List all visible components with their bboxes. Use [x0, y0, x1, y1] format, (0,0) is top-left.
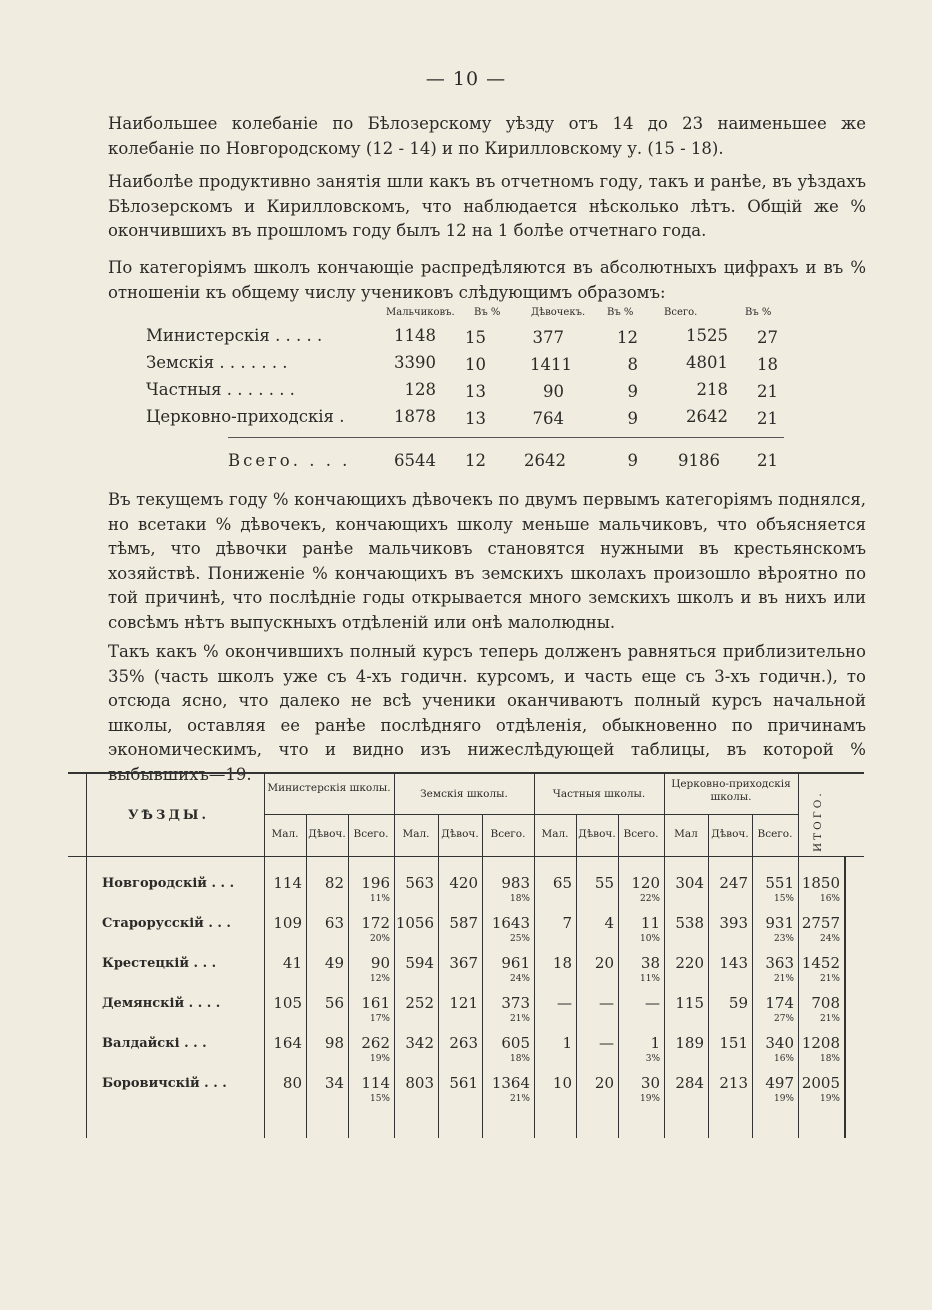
- column-rule: [798, 772, 799, 1138]
- district-name: Валдайскі . . .: [102, 1036, 207, 1051]
- table-cell: 65: [552, 874, 572, 892]
- summary-row-name: Министерскія . . . . .: [146, 326, 323, 345]
- column-rule: [534, 772, 535, 1138]
- summary-cell: 10: [465, 355, 486, 374]
- table-cell-percent: 10%: [639, 934, 660, 944]
- column-subheader: Мал.: [402, 828, 430, 840]
- table-cell-percent: 24%: [509, 974, 530, 984]
- table-cell: 151: [719, 1034, 748, 1052]
- summary-divider: [228, 437, 784, 438]
- page-number: — 10 —: [425, 68, 507, 90]
- paragraph-3: По категоріямъ школъ кончающіе распредѣляются въ абсолютныхъ цифрахъ и въ % отношеніи къ общему числу учениковъ слѣдующимъ образомъ:: [108, 258, 866, 302]
- table-cell: 38: [640, 954, 660, 972]
- table-cell: 340: [765, 1034, 794, 1052]
- header-bottom-rule: [68, 856, 864, 857]
- summary-cell: 1525: [686, 326, 728, 345]
- table-cell: 164: [273, 1034, 302, 1052]
- summary-cell: 4801: [686, 353, 728, 372]
- summary-cell: 764: [532, 409, 564, 428]
- table-cell: 80: [282, 1074, 302, 1092]
- table-cell-percent: 23%: [773, 934, 794, 944]
- table-cell: 252: [405, 994, 434, 1012]
- table-cell: 1452: [801, 954, 840, 972]
- table-cell-percent: 24%: [819, 934, 840, 944]
- column-subheader: Всего.: [623, 828, 659, 840]
- table-cell-percent: 12%: [369, 974, 390, 984]
- table-cell: 11: [640, 914, 660, 932]
- column-rule: [348, 814, 349, 1138]
- summary-cell: 1878: [394, 407, 436, 426]
- table-cell: 587: [449, 914, 478, 932]
- summary-cell: 6544: [394, 451, 436, 470]
- table-cell: 284: [675, 1074, 704, 1092]
- column-rule: [264, 772, 265, 1138]
- column-rule: [482, 814, 483, 1138]
- column-subheader: Мал.: [271, 828, 299, 840]
- table-cell: 30: [640, 1074, 660, 1092]
- table-cell-percent: 27%: [773, 1014, 794, 1024]
- table-cell-percent: 3%: [645, 1054, 660, 1064]
- column-subheader: Дѣвоч.: [711, 828, 749, 840]
- table-cell: 2005: [801, 1074, 840, 1092]
- table-cell-percent: 15%: [773, 894, 794, 904]
- summary-cell: 13: [465, 382, 486, 401]
- paragraph-1: Наибольшее колебаніе по Бѣлозерскому уѣзду отъ 14 до 23 наименьшее же колебаніе по Новгородскому (12 - 14) и по Кирилловскому у. (15 - 18).: [108, 114, 866, 158]
- summary-cell: 18: [757, 355, 778, 374]
- table-cell: 708: [811, 994, 840, 1012]
- table-cell-percent: 11%: [639, 974, 660, 984]
- table-cell: 55: [594, 874, 614, 892]
- table-cell-percent: 15%: [369, 1094, 390, 1104]
- table-cell: —: [645, 994, 660, 1012]
- summary-header-boys-pct: Въ %: [474, 307, 501, 318]
- table-cell-percent: 16%: [819, 894, 840, 904]
- summary-cell: 15: [465, 328, 486, 347]
- table-cell: 49: [324, 954, 344, 972]
- summary-cell: 9: [627, 382, 638, 401]
- summary-cell: 21: [757, 451, 778, 470]
- column-rule: [438, 814, 439, 1138]
- table-cell-percent: 21%: [509, 1094, 530, 1104]
- table-cell: 931: [765, 914, 794, 932]
- summary-cell: 218: [696, 380, 728, 399]
- table-cell: 420: [449, 874, 478, 892]
- table-cell: 363: [765, 954, 794, 972]
- table-cell: 196: [361, 874, 390, 892]
- district-name: Демянскій . . . .: [102, 996, 221, 1011]
- group-header-private: Частныя школы.: [552, 788, 646, 800]
- column-subheader: Дѣвоч.: [578, 828, 616, 840]
- table-cell: 41: [282, 954, 302, 972]
- table-cell: 1: [562, 1034, 572, 1052]
- column-subheader: Дѣвоч.: [308, 828, 346, 840]
- summary-cell: 128: [404, 380, 436, 399]
- table-cell: 10: [552, 1074, 572, 1092]
- table-cell-percent: 19%: [773, 1094, 794, 1104]
- summary-header-total-pct: Въ %: [745, 307, 772, 318]
- group-header-zemstvo: Земскія школы.: [420, 788, 508, 800]
- column-rule: [664, 772, 665, 1138]
- paragraph-2: Наиболѣе продуктивно занятія шли какъ въ отчетномъ году, такъ и ранѣе, въ уѣздахъ Бѣлозерскомъ и Кирилловскомъ, что наблюдается нѣсколько лѣтъ. Общій же % окончившихъ въ прошломъ году былъ 12 на 1 болѣе отчетнаго года.: [108, 172, 866, 240]
- column-rule: [306, 814, 307, 1138]
- district-name: Старорусскій . . .: [102, 916, 231, 931]
- table-cell: 121: [449, 994, 478, 1012]
- table-cell-percent: 16%: [773, 1054, 794, 1064]
- table-cell: 59: [728, 994, 748, 1012]
- summary-cell: 1411: [530, 355, 572, 374]
- table-cell: 1643: [491, 914, 530, 932]
- summary-cell: 1148: [394, 326, 436, 345]
- table-corner-label: УѢЗДЫ.: [128, 808, 210, 823]
- column-rule: [708, 814, 709, 1138]
- table-cell: 18: [552, 954, 572, 972]
- table-cell: 1208: [801, 1034, 840, 1052]
- table-cell-percent: 19%: [639, 1094, 660, 1104]
- table-cell: 109: [273, 914, 302, 932]
- summary-row-name: Частныя . . . . . . .: [146, 380, 295, 399]
- table-cell-percent: 18%: [509, 1054, 530, 1064]
- table-cell: 342: [405, 1034, 434, 1052]
- column-rule: [752, 814, 753, 1138]
- district-name: Боровичскій . . .: [102, 1076, 227, 1091]
- table-cell: 263: [449, 1034, 478, 1052]
- column-rule: [618, 814, 619, 1138]
- table-cell: —: [599, 994, 614, 1012]
- column-subheader: Всего.: [353, 828, 389, 840]
- table-cell: 304: [675, 874, 704, 892]
- table-cell-percent: 21%: [819, 1014, 840, 1024]
- column-rule: [844, 856, 846, 1138]
- group-header-parish: Церковно-приходскія школы.: [671, 778, 791, 803]
- summary-cell: 377: [532, 328, 564, 347]
- summary-header-girls: Дѣвочекъ.: [531, 307, 586, 318]
- column-subheader: Мал: [674, 828, 698, 840]
- table-cell: 605: [501, 1034, 530, 1052]
- table-cell: 367: [449, 954, 478, 972]
- table-cell: 247: [719, 874, 748, 892]
- summary-cell: 12: [465, 451, 486, 470]
- table-cell-percent: 11%: [369, 894, 390, 904]
- summary-cell: 13: [465, 409, 486, 428]
- table-cell-percent: 18%: [819, 1054, 840, 1064]
- summary-row-name: Земскія . . . . . . .: [146, 353, 288, 372]
- table-cell: 82: [324, 874, 344, 892]
- column-rule: [576, 814, 577, 1138]
- table-cell: 20: [594, 954, 614, 972]
- column-rule: [86, 772, 87, 1138]
- table-cell: 262: [361, 1034, 390, 1052]
- dropout-table: [68, 772, 864, 1138]
- table-cell: 594: [405, 954, 434, 972]
- paragraph-5: Такъ какъ % окончившихъ полный курсъ теперь долженъ равняться приблизительно 35% (часть школъ уже съ 4-хъ годичн. курсомъ, и часть еще съ 3-хъ годичн.), то отсюда ясно, что далеко не всѣ ученики оканчиваютъ полный курсъ начальной школы, оставляя ее ранѣе послѣдняго отдѣленія, обыкновенно по причинамъ экономическимъ, что и видно изъ нижеслѣдующей таблицы, въ которой % выбывшихъ—19.: [108, 642, 866, 784]
- table-cell: 7: [562, 914, 572, 932]
- district-name: Новгородскій . . .: [102, 876, 235, 891]
- table-cell: 561: [449, 1074, 478, 1092]
- summary-cell: 2642: [524, 451, 566, 470]
- table-cell: 373: [501, 994, 530, 1012]
- table-cell: 803: [405, 1074, 434, 1092]
- table-cell: 114: [361, 1074, 390, 1092]
- table-cell: 98: [324, 1034, 344, 1052]
- summary-cell: 12: [617, 328, 638, 347]
- table-cell: 143: [719, 954, 748, 972]
- summary-row-name: Церковно-приходскія .: [146, 407, 345, 426]
- paragraph-4: Въ текущемъ году % кончающихъ дѣвочекъ по двумъ первымъ категоріямъ поднялся, но всетаки % дѣвочекъ, кончающихъ школу меньше мальчиковъ, что объясняется тѣмъ, что дѣвочки ранѣе мальчиковъ становятся нужными въ крестьянскомъ хозяйствѣ. Пониженіе % кончающихъ въ земскихъ школахъ произошло вѣроятно по той причинѣ, что послѣдніе годы открывается много земскихъ школъ и въ нихъ или совсѣмъ нѣтъ выпускныхъ отдѣленій или онѣ малолюдны.: [108, 490, 866, 632]
- table-cell: 213: [719, 1074, 748, 1092]
- summary-cell: 27: [757, 328, 778, 347]
- table-cell: —: [557, 994, 572, 1012]
- table-top-rule: [68, 772, 864, 774]
- table-cell: 220: [675, 954, 704, 972]
- table-cell: 189: [675, 1034, 704, 1052]
- table-cell-percent: 21%: [773, 974, 794, 984]
- summary-cell: 9186: [678, 451, 720, 470]
- table-cell: 174: [765, 994, 794, 1012]
- column-subheader: Всего.: [757, 828, 793, 840]
- table-cell: 172: [361, 914, 390, 932]
- table-cell-percent: 21%: [509, 1014, 530, 1024]
- table-cell-percent: 19%: [369, 1054, 390, 1064]
- column-subheader: Мал.: [541, 828, 569, 840]
- table-cell: 114: [273, 874, 302, 892]
- summary-total-label: Всего. . . .: [228, 451, 351, 470]
- summary-cell: 21: [757, 382, 778, 401]
- group-header-ministerial: Министерскія школы.: [267, 782, 391, 794]
- table-cell: 115: [675, 994, 704, 1012]
- table-cell: 551: [765, 874, 794, 892]
- column-subheader: Дѣвоч.: [441, 828, 479, 840]
- table-cell: 961: [501, 954, 530, 972]
- table-cell-percent: 19%: [819, 1094, 840, 1104]
- table-cell: 1850: [801, 874, 840, 892]
- summary-header-girls-pct: Въ %: [607, 307, 634, 318]
- column-rule: [394, 772, 395, 1138]
- summary-cell: 9: [627, 451, 638, 470]
- table-cell: 983: [501, 874, 530, 892]
- table-cell-percent: 17%: [369, 1014, 390, 1024]
- summary-header-boys: Мальчиковъ.: [386, 307, 455, 318]
- table-cell: 563: [405, 874, 434, 892]
- table-cell-percent: 25%: [509, 934, 530, 944]
- table-cell-percent: 22%: [639, 894, 660, 904]
- table-cell: 1: [650, 1034, 660, 1052]
- summary-cell: 9: [627, 409, 638, 428]
- table-cell: 63: [324, 914, 344, 932]
- summary-cell: 21: [757, 409, 778, 428]
- table-cell: 1364: [491, 1074, 530, 1092]
- table-cell: 120: [631, 874, 660, 892]
- summary-header-total: Всего.: [664, 307, 698, 318]
- table-cell-percent: 20%: [369, 934, 390, 944]
- district-name: Крестецкій . . .: [102, 956, 217, 971]
- table-cell: 497: [765, 1074, 794, 1092]
- table-cell-percent: 18%: [509, 894, 530, 904]
- table-cell: 34: [324, 1074, 344, 1092]
- table-cell: —: [599, 1034, 614, 1052]
- summary-cell: 8: [627, 355, 638, 374]
- table-cell: 56: [324, 994, 344, 1012]
- table-cell: 90: [370, 954, 390, 972]
- summary-cell: 90: [543, 382, 564, 401]
- table-cell: 2757: [801, 914, 840, 932]
- column-subheader: Всего.: [490, 828, 526, 840]
- summary-cell: 2642: [686, 407, 728, 426]
- table-cell: 4: [604, 914, 614, 932]
- table-cell: 393: [719, 914, 748, 932]
- table-cell: 538: [675, 914, 704, 932]
- header-divider: [264, 814, 798, 815]
- summary-cell: 3390: [394, 353, 436, 372]
- table-cell: 161: [361, 994, 390, 1012]
- total-column-header: ИТОГО.: [812, 790, 824, 852]
- table-cell-percent: 21%: [819, 974, 840, 984]
- table-cell: 20: [594, 1074, 614, 1092]
- table-cell: 1056: [395, 914, 434, 932]
- table-cell: 105: [273, 994, 302, 1012]
